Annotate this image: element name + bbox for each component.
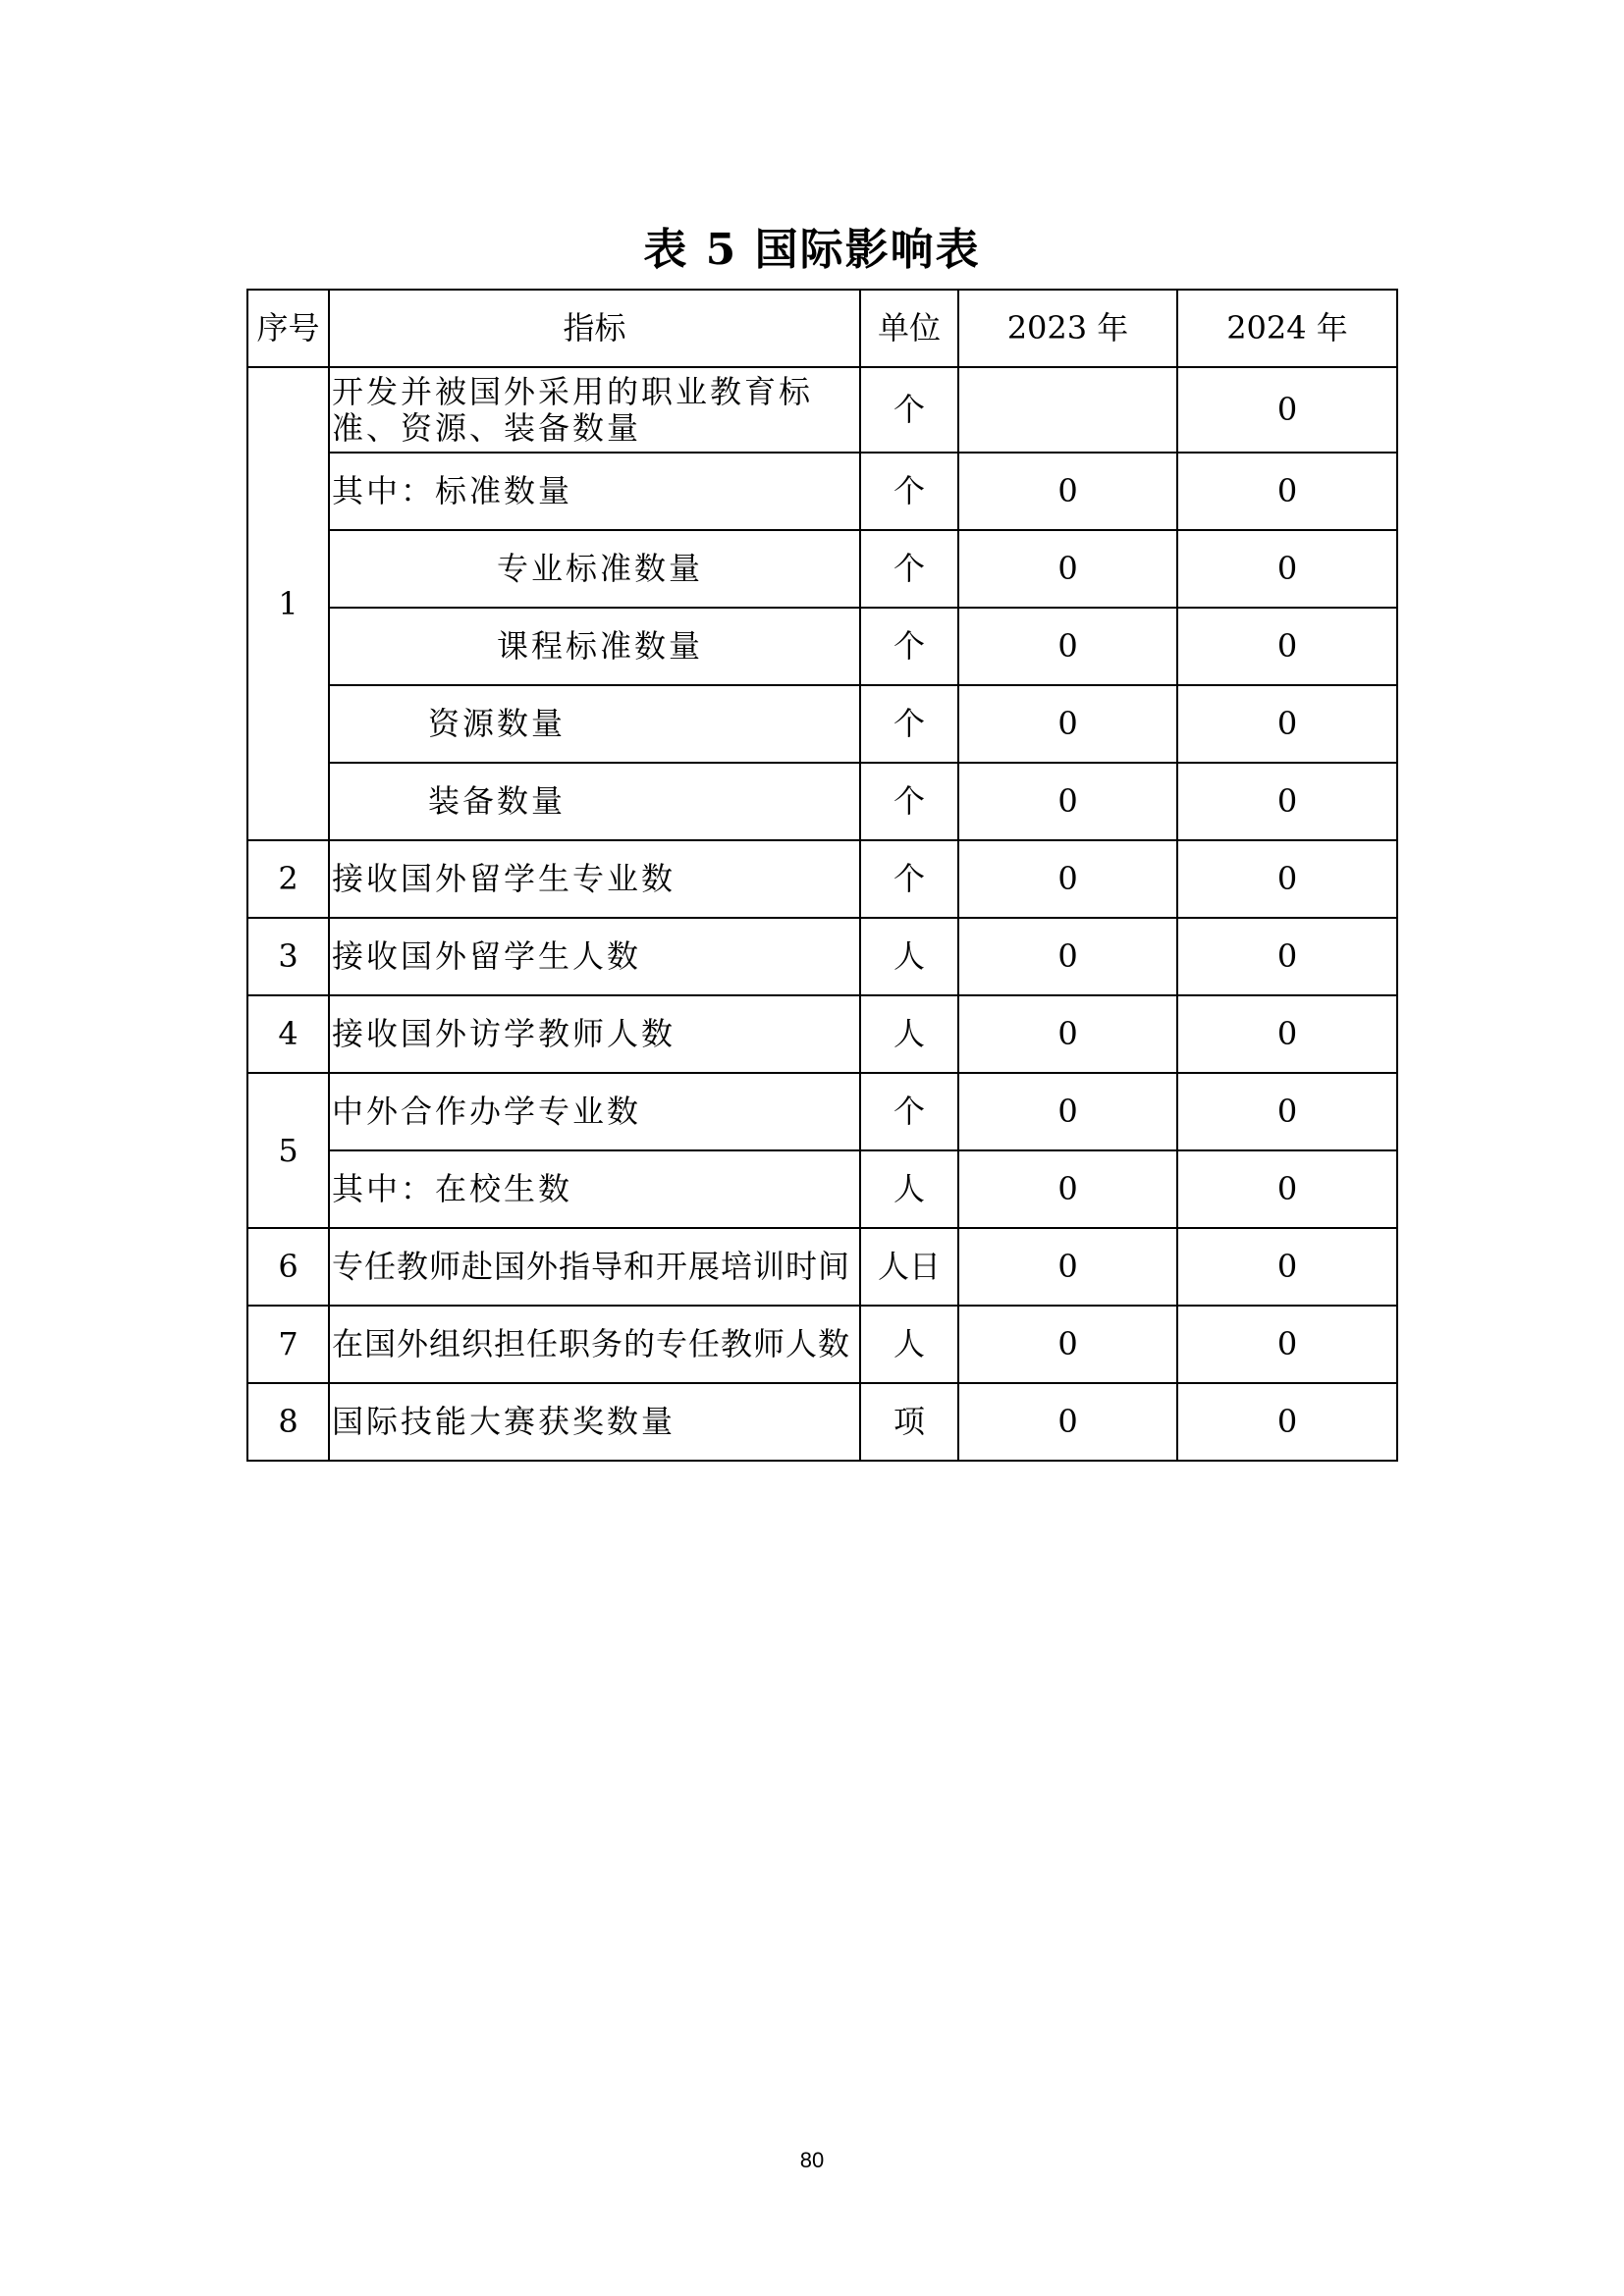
- header-unit: 单位: [860, 290, 958, 367]
- row-value-2024: 0: [1177, 840, 1397, 918]
- row-unit: 个: [860, 1073, 958, 1150]
- page-number: 80: [799, 2148, 825, 2172]
- row-unit: 人: [860, 918, 958, 995]
- row-indicator: 接收国外留学生人数: [329, 918, 860, 995]
- row-value-2024: 0: [1177, 1228, 1397, 1306]
- row-value-2024: 0: [1177, 1383, 1397, 1461]
- row-number: 4: [247, 995, 329, 1073]
- row-number: 7: [247, 1306, 329, 1383]
- row-value-2023: 0: [958, 1306, 1177, 1383]
- row-value-2024: 0: [1177, 608, 1397, 685]
- row-unit: 项: [860, 1383, 958, 1461]
- table-row: [247, 1073, 1397, 1150]
- row-unit: 人: [860, 1150, 958, 1228]
- row-unit: 个: [860, 453, 958, 530]
- row-number: 8: [247, 1383, 329, 1461]
- table-row: [247, 1228, 1397, 1306]
- header-no: 序号: [247, 290, 329, 367]
- row-indicator: 国际技能大赛获奖数量: [329, 1383, 860, 1461]
- row-value-2024: 0: [1177, 763, 1397, 840]
- row-unit: 个: [860, 685, 958, 763]
- row-indicator: 装备数量: [329, 763, 860, 840]
- row-indicator: 开发并被国外采用的职业教育标准、资源、装备数量: [329, 367, 860, 453]
- row-unit: 个: [860, 608, 958, 685]
- row-value-2024: 0: [1177, 995, 1397, 1073]
- row-value-2023: 0: [958, 840, 1177, 918]
- row-indicator: 课程标准数量: [329, 608, 860, 685]
- row-number: 1: [247, 367, 329, 840]
- table-row: [247, 608, 1397, 685]
- row-value-2023: 0: [958, 453, 1177, 530]
- row-value-2024: 0: [1177, 530, 1397, 608]
- table-row: [247, 1306, 1397, 1383]
- row-value-2023: 0: [958, 1228, 1177, 1306]
- row-unit: 个: [860, 530, 958, 608]
- row-indicator: 资源数量: [329, 685, 860, 763]
- row-value-2023: 0: [958, 685, 1177, 763]
- row-value-2023: 0: [958, 608, 1177, 685]
- row-unit: 个: [860, 840, 958, 918]
- row-number: 5: [247, 1073, 329, 1228]
- header-2024: 2024 年: [1177, 290, 1397, 367]
- row-unit: 人: [860, 1306, 958, 1383]
- row-number: 3: [247, 918, 329, 995]
- table-row: [247, 367, 1397, 453]
- row-value-2023: 0: [958, 918, 1177, 995]
- table-row: [247, 918, 1397, 995]
- row-indicator: 其中：标准数量: [329, 453, 860, 530]
- table-row: [247, 763, 1397, 840]
- table-row: [247, 1383, 1397, 1461]
- row-value-2023: 0: [958, 763, 1177, 840]
- row-number: 6: [247, 1228, 329, 1306]
- row-value-2024: 0: [1177, 453, 1397, 530]
- row-value-2024: 0: [1177, 367, 1397, 453]
- international-influence-table: [246, 289, 1398, 1462]
- row-value-2023: 0: [958, 1383, 1177, 1461]
- row-value-2024: 0: [1177, 1073, 1397, 1150]
- row-indicator: 其中：在校生数: [329, 1150, 860, 1228]
- header-indicator: 指标: [329, 290, 860, 367]
- row-unit: 人日: [860, 1228, 958, 1306]
- row-value-2023: 0: [958, 995, 1177, 1073]
- header-2023: 2023 年: [958, 290, 1177, 367]
- row-value-2024: 0: [1177, 685, 1397, 763]
- row-value-2023: 0: [958, 1073, 1177, 1150]
- row-indicator: 接收国外留学生专业数: [329, 840, 860, 918]
- row-value-2024: 0: [1177, 918, 1397, 995]
- table-row: [247, 685, 1397, 763]
- row-unit: 个: [860, 763, 958, 840]
- row-indicator: 在国外组织担任职务的专任教师人数: [329, 1306, 860, 1383]
- row-value-2023: [958, 367, 1177, 453]
- row-indicator: 接收国外访学教师人数: [329, 995, 860, 1073]
- table-row: [247, 840, 1397, 918]
- row-value-2023: 0: [958, 1150, 1177, 1228]
- row-value-2024: 0: [1177, 1306, 1397, 1383]
- page-title: 表 5 国际影响表: [643, 225, 981, 275]
- row-unit: 人: [860, 995, 958, 1073]
- table-header-row: [247, 290, 1397, 367]
- row-unit: 个: [860, 367, 958, 453]
- table-row: [247, 530, 1397, 608]
- table-row: [247, 995, 1397, 1073]
- row-value-2024: 0: [1177, 1150, 1397, 1228]
- row-number: 2: [247, 840, 329, 918]
- table-row: [247, 1150, 1397, 1228]
- row-indicator: 专业标准数量: [329, 530, 860, 608]
- table-row: [247, 453, 1397, 530]
- row-value-2023: 0: [958, 530, 1177, 608]
- row-indicator: 专任教师赴国外指导和开展培训时间: [329, 1228, 860, 1306]
- row-indicator: 中外合作办学专业数: [329, 1073, 860, 1150]
